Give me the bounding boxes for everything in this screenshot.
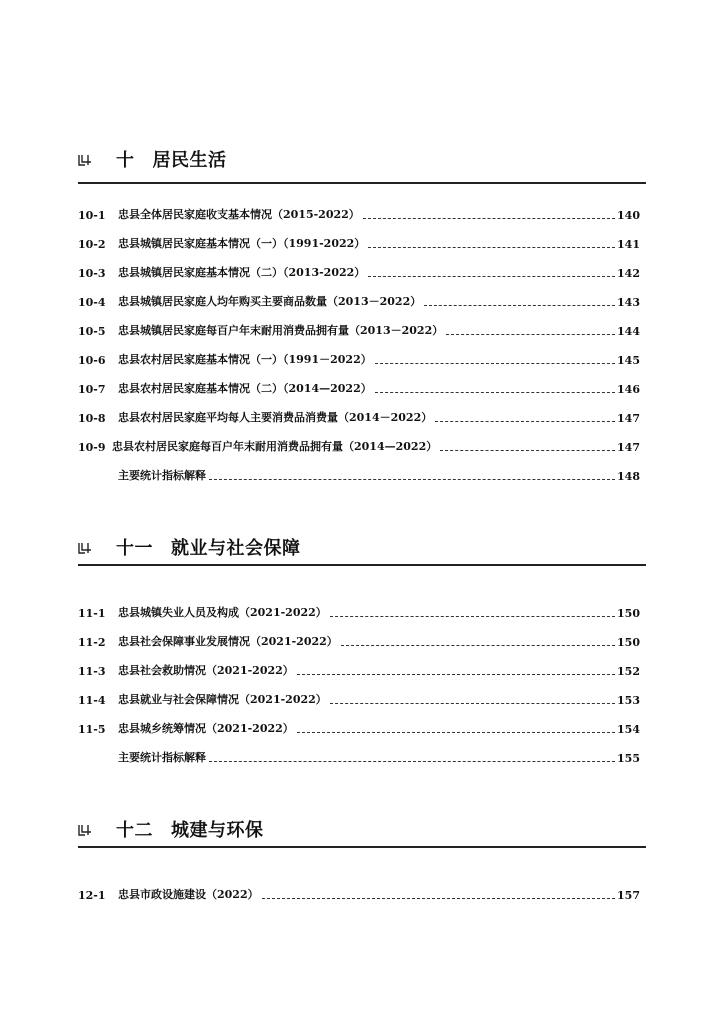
section-title — [116, 816, 264, 842]
toc-entry[interactable] — [78, 409, 640, 425]
entry-page: 150 — [617, 636, 640, 649]
section-number: 十 — [116, 150, 135, 171]
dot-leader — [375, 363, 615, 364]
toc-entry[interactable] — [78, 662, 640, 678]
entry-page: 147 — [617, 412, 640, 425]
dot-leader — [262, 898, 615, 899]
dot-leader — [330, 703, 615, 704]
section-marker-icon — [78, 824, 92, 836]
entry-code: 10-4 — [78, 296, 106, 309]
dot-leader — [368, 247, 615, 248]
entry-title: 忠县社会救助情况（2021-2022） — [118, 664, 294, 677]
entry-title: 忠县就业与社会保障情况（2021-2022） — [118, 693, 327, 706]
entry-title: 忠县城镇居民家庭基本情况（二）（2013-2022） — [118, 266, 366, 279]
dot-leader — [297, 732, 615, 733]
entry-page: 148 — [617, 470, 640, 483]
toc-entry[interactable] — [78, 235, 640, 251]
dot-leader — [435, 421, 615, 422]
dot-leader — [440, 450, 615, 451]
section-number: 十二 — [116, 820, 153, 841]
section-10 — [78, 146, 646, 483]
dot-leader — [330, 616, 615, 617]
entry-title: 忠县农村居民家庭基本情况（二）（2014—2022） — [118, 382, 372, 395]
entry-page: 140 — [617, 209, 640, 222]
section-header — [78, 816, 646, 846]
section-header — [78, 146, 646, 176]
entry-page: 146 — [617, 383, 640, 396]
entry-code: 10-8 — [78, 412, 106, 425]
dot-leader — [209, 761, 615, 762]
entry-title: 忠县社会保障事业发展情况（2021-2022） — [118, 635, 338, 648]
entry-page: 154 — [617, 723, 640, 736]
entry-title: 主要统计指标解释 — [118, 751, 206, 764]
toc-entry[interactable] — [78, 886, 640, 902]
toc-entry[interactable] — [78, 467, 640, 483]
entry-code: 10-9 — [78, 441, 106, 454]
section-rule — [78, 846, 646, 848]
toc-entry[interactable] — [78, 438, 640, 454]
entry-code: 10-2 — [78, 238, 106, 251]
entry-page: 150 — [617, 607, 640, 620]
entry-code: 12-1 — [78, 889, 106, 902]
entry-title: 忠县农村居民家庭基本情况（一）（1991－2022） — [118, 353, 372, 366]
toc-entry[interactable] — [78, 322, 640, 338]
entry-page: 155 — [617, 752, 640, 765]
section-name: 居民生活 — [152, 150, 227, 171]
toc-entry[interactable] — [78, 749, 640, 765]
entry-page: 153 — [617, 694, 640, 707]
dot-leader — [368, 276, 615, 277]
toc-entry[interactable] — [78, 720, 640, 736]
entry-page: 142 — [617, 267, 640, 280]
entry-code: 10-3 — [78, 267, 106, 280]
section-name: 城建与环保 — [171, 820, 264, 841]
dot-leader — [375, 392, 615, 393]
entry-page: 144 — [617, 325, 640, 338]
entry-code: 11-3 — [78, 665, 106, 678]
entry-title: 忠县城镇居民家庭基本情况（一）（1991-2022） — [118, 237, 366, 250]
entry-page: 143 — [617, 296, 640, 309]
entry-page: 152 — [617, 665, 640, 678]
entry-code: 10-5 — [78, 325, 106, 338]
entry-code: 10-1 — [78, 209, 106, 222]
entry-title: 忠县全体居民家庭收支基本情况（2015-2022） — [118, 208, 360, 221]
entry-title: 忠县农村居民家庭平均每人主要消费品消费量（2014－2022） — [118, 411, 433, 424]
entry-title: 忠县农村居民家庭每百户年末耐用消费品拥有量（2014—2022） — [112, 440, 438, 453]
section-number: 十一 — [116, 538, 153, 559]
entry-page: 157 — [617, 889, 640, 902]
toc-entry[interactable] — [78, 604, 640, 620]
toc-entry[interactable] — [78, 691, 640, 707]
entry-page: 145 — [617, 354, 640, 367]
entry-title: 忠县市政设施建设（2022） — [118, 888, 259, 901]
entry-code: 11-2 — [78, 636, 106, 649]
section-12 — [78, 816, 646, 902]
dot-leader — [363, 218, 615, 219]
dot-leader — [446, 334, 615, 335]
toc-entry[interactable] — [78, 633, 640, 649]
dot-leader — [341, 645, 615, 646]
entry-title: 主要统计指标解释 — [118, 469, 206, 482]
section-name: 就业与社会保障 — [171, 538, 301, 559]
toc-entry[interactable] — [78, 293, 640, 309]
toc-entry[interactable] — [78, 206, 640, 222]
entry-title: 忠县城镇居民家庭人均年购买主要商品数量（2013－2022） — [118, 295, 422, 308]
section-rule — [78, 182, 646, 184]
entry-title: 忠县城乡统筹情况（2021-2022） — [118, 722, 294, 735]
dot-leader — [424, 305, 615, 306]
section-header — [78, 534, 646, 564]
section-11 — [78, 534, 646, 765]
section-marker-icon — [78, 154, 92, 166]
entry-code: 11-1 — [78, 607, 106, 620]
toc-entry[interactable] — [78, 264, 640, 280]
dot-leader — [297, 674, 615, 675]
entry-title: 忠县城镇失业人员及构成（2021-2022） — [118, 606, 327, 619]
entry-code: 10-6 — [78, 354, 106, 367]
section-title — [116, 534, 301, 560]
entry-code: 11-4 — [78, 694, 106, 707]
section-rule — [78, 564, 646, 566]
section-marker-icon — [78, 542, 92, 554]
toc-entry[interactable] — [78, 380, 640, 396]
entry-title: 忠县城镇居民家庭每百户年末耐用消费品拥有量（2013－2022） — [118, 324, 444, 337]
entry-page: 141 — [617, 238, 640, 251]
dot-leader — [209, 479, 615, 480]
entry-code: 11-5 — [78, 723, 106, 736]
entry-code: 10-7 — [78, 383, 106, 396]
toc-entry[interactable] — [78, 351, 640, 367]
section-title — [116, 146, 227, 172]
entry-page: 147 — [617, 441, 640, 454]
